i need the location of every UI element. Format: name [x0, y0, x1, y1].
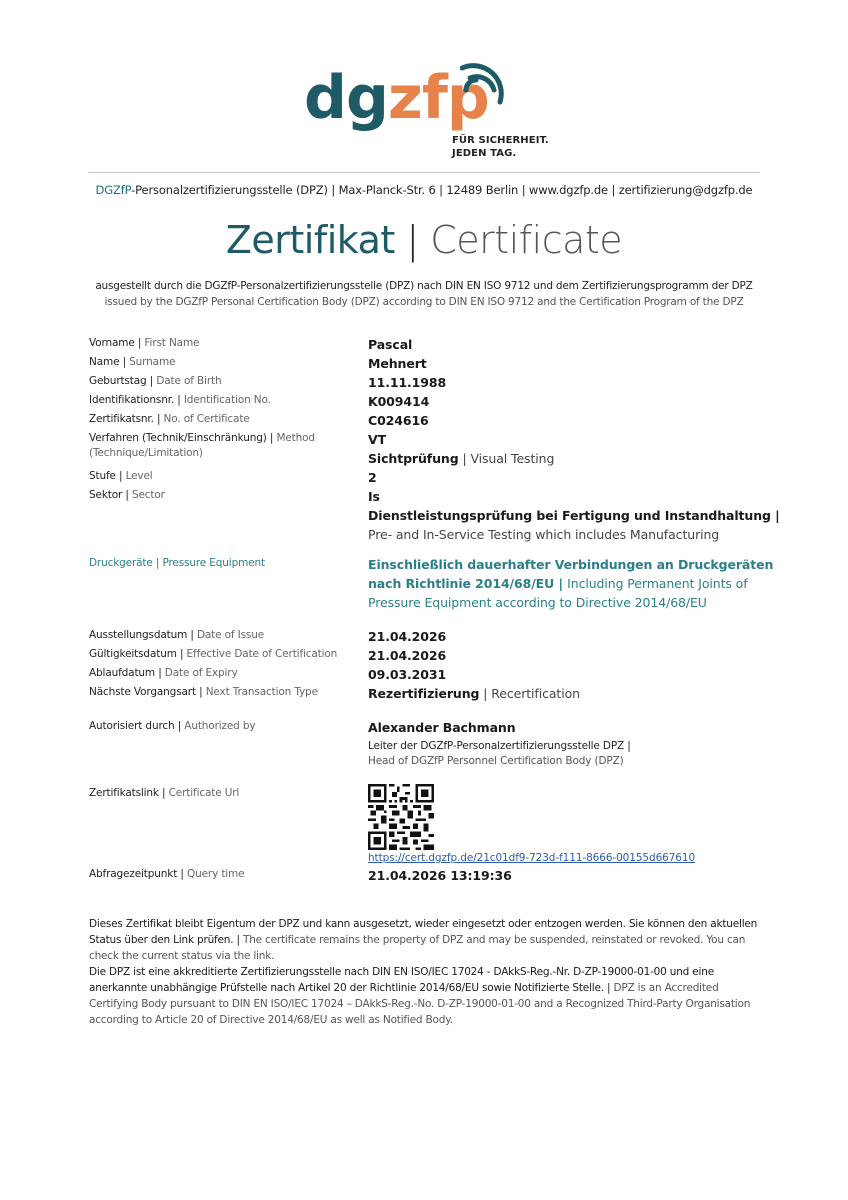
issued-by-en: issued by the DGZfP Personal Certification Body (DPZ) according to DIN EN ISO 9712 and the Certification Program of the DPZ	[104, 296, 744, 308]
query-time-value: 21.04.2026 13:19:36	[368, 868, 512, 883]
effective-date-value: 21.04.2026	[368, 648, 447, 663]
page-title: Zertifikat | Certificate	[225, 218, 623, 262]
footer-paragraph-1: Dieses Zertifikat bleibt Eigentum der DPZ und kann ausgesetzt, wieder eingesetzt oder entzogen werden. Sie können den aktuellen Status über den Link prüfen. | The certificate remains the property of DPZ and may be suspended, reinstated or revoked. You can check the current status via the link.	[89, 918, 758, 962]
cert-no-label: Zertifikatsnr. | No. of Certificate	[89, 413, 250, 425]
cert-no-value: C024616	[368, 413, 429, 428]
sector-description-en: Pre- and In-Service Testing which includes Manufacturing	[368, 527, 720, 542]
cert-url-link[interactable]: https://cert.dgzfp.de/21c01df9-723d-f111-8666-00155d667610	[368, 852, 696, 864]
expiry-date-value: 09.03.2031	[368, 667, 447, 682]
pressure-value-line3: Pressure Equipment according to Directive 2014/68/EU	[368, 595, 707, 610]
pressure-value-line1: Einschließlich dauerhafter Verbindungen an Druckgeräten	[368, 557, 774, 572]
surname-value: Mehnert	[368, 356, 427, 371]
logo-tagline: FÜR SICHERHEIT. JEDEN TAG.	[452, 135, 549, 159]
dob-value: 11.11.1988	[368, 375, 447, 390]
surname-label: Name | Surname	[89, 356, 176, 368]
level-value: 2	[368, 470, 377, 485]
authorized-role-en: Head of DGZfP Personnel Certification Body (DPZ)	[368, 755, 624, 767]
issue-date-value: 21.04.2026	[368, 629, 447, 644]
sector-description-de: Dienstleistungsprüfung bei Fertigung und Instandhaltung |	[368, 508, 780, 523]
query-time-label: Abfragezeitpunkt | Query time	[89, 868, 245, 880]
header-address: DGZfP-Personalzertifizierungsstelle (DPZ) | Max-Planck-Str. 6 | 12489 Berlin | www.dgzfp.de | zertifizierung@dgzfp.de	[95, 183, 753, 197]
signal-waves-icon	[460, 60, 506, 108]
effective-date-label: Gültigkeitsdatum | Effective Date of Certification	[89, 648, 338, 660]
first-name-label: Vorname | First Name	[89, 337, 200, 349]
header-divider	[88, 172, 760, 173]
method-description: Sichtprüfung | Visual Testing	[368, 451, 555, 466]
first-name-value: Pascal	[368, 337, 413, 352]
dgzfp-logo	[304, 58, 554, 168]
ident-value: K009414	[368, 394, 430, 409]
sector-value: Is	[368, 489, 380, 504]
cert-link-label: Zertifikatslink | Certificate Url	[89, 787, 240, 799]
level-label: Stufe | Level	[89, 470, 153, 482]
authorized-name: Alexander Bachmann	[368, 720, 516, 735]
qr-code[interactable]	[368, 784, 434, 850]
next-transaction-label: Nächste Vorgangsart | Next Transaction Type	[89, 686, 318, 698]
method-value: VT	[368, 432, 387, 447]
footer-paragraph-2: Die DPZ ist eine akkreditierte Zertifizierungsstelle nach DIN EN ISO/IEC 17024 - DAkkS-Reg.-Nr. D-ZP-19000-01-00 und eine anerkannte unabhängige Prüfstelle nach Artikel 20 der Richtlinie 2014/68/EU sowie Notifizierte Stelle. | DPZ is an Accredited Certifying Body pursuant to DIN EN ISO/IEC 17024 – DAkkS-Reg.-No. D-ZP-19000-01-00 and a Recognized Third-Party Organisation according to Article 20 of Directive 2014/68/EU as well as Notified Body.	[89, 966, 751, 1026]
logo-wordmark: dgzfp	[304, 63, 489, 133]
pressure-value-line2: nach Richtlinie 2014/68/EU | Including Permanent Joints of	[368, 576, 748, 591]
authorized-label: Autorisiert durch | Authorized by	[89, 720, 256, 732]
authorized-role-de: Leiter der DGZfP-Personalzertifizierungsstelle DPZ |	[368, 740, 631, 752]
expiry-date-label: Ablaufdatum | Date of Expiry	[89, 667, 238, 679]
sector-label: Sektor | Sector	[89, 489, 165, 501]
issue-date-label: Ausstellungsdatum | Date of Issue	[89, 629, 265, 641]
issued-by-de: ausgestellt durch die DGZfP-Personalzertifizierungsstelle (DPZ) nach DIN EN ISO 9712 und dem Zertifizierungsprogramm der DPZ	[95, 280, 753, 292]
ident-label: Identifikationsnr. | Identification No.	[89, 394, 271, 406]
pressure-label: Druckgeräte | Pressure Equipment	[89, 557, 265, 569]
dob-label: Geburtstag | Date of Birth	[89, 375, 222, 387]
next-transaction-value: Rezertifizierung | Recertification	[368, 686, 580, 701]
method-label: Verfahren (Technik/Einschränkung) | Method (Technique/Limitation)	[89, 432, 315, 459]
